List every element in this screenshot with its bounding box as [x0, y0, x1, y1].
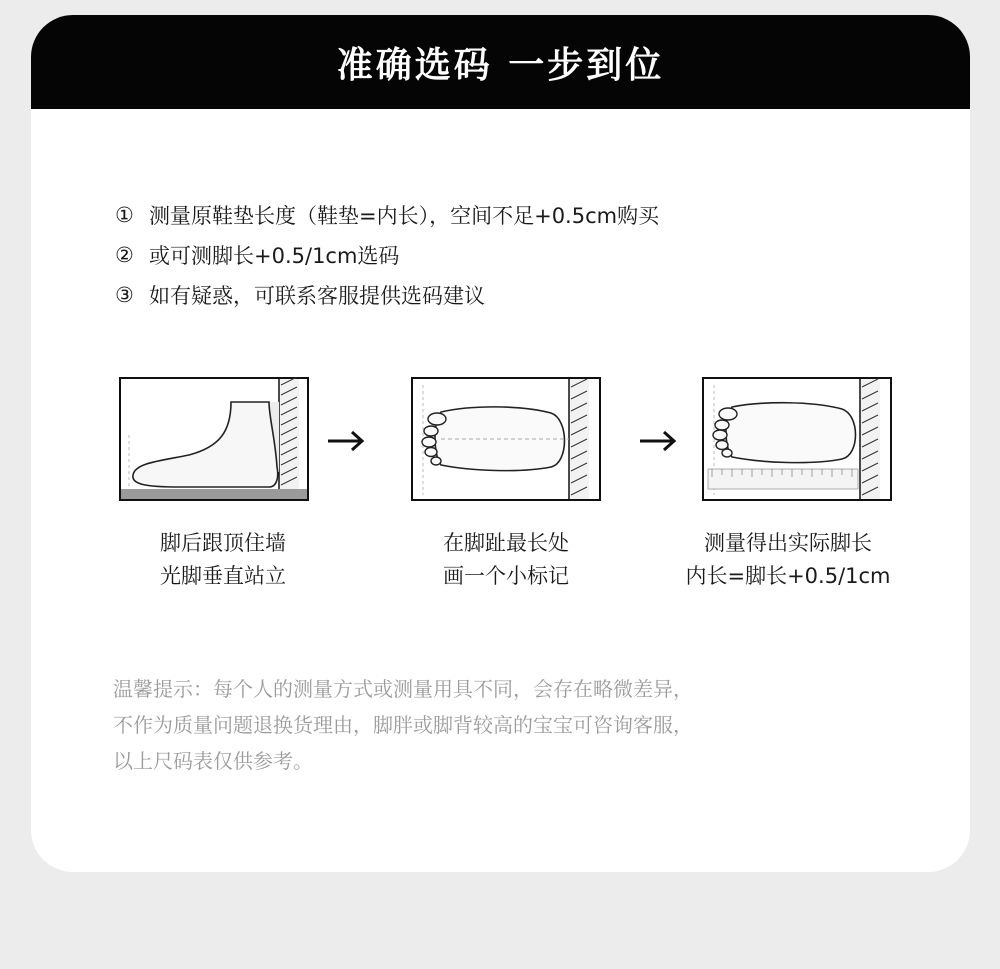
step-item [115, 235, 659, 275]
foot-ruler-measure-icon [702, 377, 892, 501]
warm-tips [113, 671, 693, 779]
diagram-caption [376, 527, 636, 593]
arrow-right-icon [638, 427, 678, 455]
step-number: ③ [115, 283, 134, 307]
size-guide-card [31, 15, 970, 872]
page-title: 准确选码 一步到位 [336, 44, 665, 86]
arrow-right-icon [326, 427, 366, 455]
caption-line: 内长=脚长+0.5/1cm [685, 564, 891, 588]
measurement-steps [115, 195, 659, 315]
step-text: 或可测脚长+0.5/1cm选码 [149, 244, 400, 268]
caption-line: 脚后跟顶住墙 [160, 531, 286, 555]
foot-side-view-icon [119, 377, 309, 501]
step-item [115, 275, 659, 315]
diagram-caption [93, 527, 353, 593]
step-number: ① [115, 203, 134, 227]
step-item [115, 195, 659, 235]
tip-line: 温馨提示：每个人的测量方式或测量用具不同，会存在略微差异， [113, 677, 693, 701]
step-text: 如有疑惑，可联系客服提供选码建议 [149, 284, 485, 308]
foot-top-view-mark-icon [411, 377, 601, 501]
step-number: ② [115, 243, 134, 267]
header-bar [31, 15, 970, 109]
tip-line: 不作为质量问题退换货理由，脚胖或脚背较高的宝宝可咨询客服， [113, 713, 693, 737]
caption-line: 在脚趾最长处 [443, 531, 569, 555]
tip-line: 以上尺码表仅供参考。 [113, 749, 313, 773]
caption-line: 测量得出实际脚长 [704, 531, 872, 555]
caption-line: 光脚垂直站立 [160, 564, 286, 588]
caption-line: 画一个小标记 [443, 564, 569, 588]
diagram-caption [658, 527, 918, 593]
step-text: 测量原鞋垫长度（鞋垫=内长），空间不足+0.5cm购买 [149, 204, 660, 228]
